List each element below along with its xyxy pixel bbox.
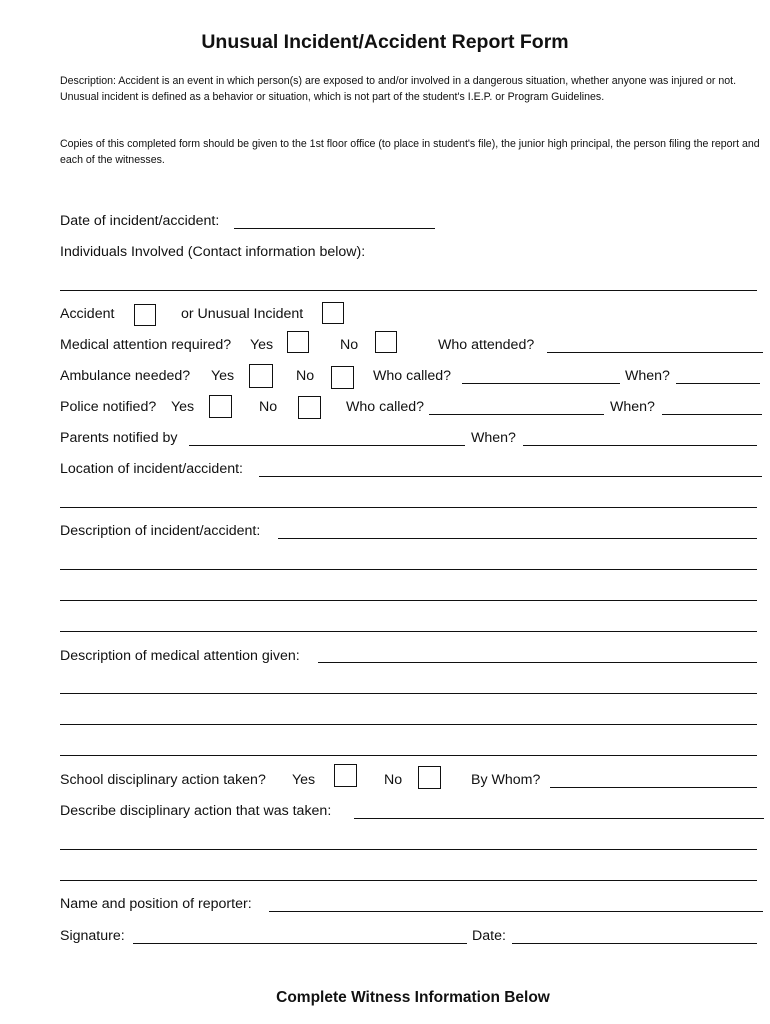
ambulance-label: Ambulance needed? (60, 368, 191, 384)
disciplinary-no-checkbox[interactable] (418, 766, 441, 789)
incident-description-line2[interactable] (60, 569, 757, 570)
police-yes-checkbox[interactable] (209, 395, 232, 418)
parents-when-label: When? (471, 430, 516, 446)
medical-yes-checkbox[interactable] (287, 331, 309, 353)
medical-yes-label: Yes (250, 337, 274, 353)
incident-description-line3[interactable] (60, 600, 757, 601)
who-attended-field[interactable] (547, 352, 763, 353)
copies-note: Copies of this completed form should be given to the 1st floor office (to place in student's file), the junior high principal, the person filing the report and each of the witnesses. (60, 138, 760, 166)
signature-date-field[interactable] (512, 943, 757, 944)
medical-description-label: Description of medical attention given: (60, 648, 300, 664)
parents-label: Parents notified by (60, 430, 178, 446)
date-label: Date of incident/accident: (60, 213, 220, 229)
witness-section-heading: Complete Witness Information Below (276, 989, 550, 1006)
by-whom-label: By Whom? (471, 772, 541, 788)
signature-label: Signature: (60, 928, 125, 944)
form-title: Unusual Incident/Accident Report Form (201, 31, 569, 53)
medical-description-line4[interactable] (60, 755, 757, 756)
police-yes-label: Yes (171, 399, 195, 415)
describe-disciplinary-line3[interactable] (60, 880, 757, 881)
medical-description-line3[interactable] (60, 724, 757, 725)
location-label: Location of incident/accident: (60, 461, 243, 477)
reporter-label: Name and position of reporter: (60, 896, 252, 912)
form-description: Description: Accident is an event in which person(s) are exposed to and/or involved in a dangerous situation, whether anyone was injured or not. Unusual incident is defined as a behavior or situation, which is not part of the student's I.E.P. or Program Guidelines. (60, 75, 737, 103)
describe-disciplinary-field[interactable] (354, 818, 764, 819)
individuals-field[interactable] (60, 290, 757, 291)
police-no-checkbox[interactable] (298, 396, 321, 419)
medical-description-line2[interactable] (60, 693, 757, 694)
ambulance-when-label: When? (625, 368, 670, 384)
signature-date-label: Date: (472, 928, 506, 944)
medical-label: Medical attention required? (60, 337, 232, 353)
ambulance-when-field[interactable] (676, 383, 760, 384)
location-field[interactable] (259, 476, 762, 477)
parents-when-field[interactable] (523, 445, 757, 446)
ambulance-no-checkbox[interactable] (331, 366, 354, 389)
medical-description-field[interactable] (318, 662, 757, 663)
police-when-field[interactable] (662, 414, 762, 415)
individuals-label: Individuals Involved (Contact information below): (60, 244, 366, 260)
police-no-label: No (259, 399, 278, 415)
medical-no-checkbox[interactable] (375, 331, 397, 353)
incident-description-line4[interactable] (60, 631, 757, 632)
disciplinary-yes-checkbox[interactable] (334, 764, 357, 787)
medical-no-label: No (340, 337, 359, 353)
parents-notified-field[interactable] (189, 445, 465, 446)
ambulance-yes-label: Yes (211, 368, 235, 384)
location-field-line2[interactable] (60, 507, 757, 508)
incident-description-field[interactable] (278, 538, 757, 539)
signature-field[interactable] (133, 943, 467, 944)
incident-description-label: Description of incident/accident: (60, 523, 261, 539)
police-when-label: When? (610, 399, 655, 415)
accident-checkbox[interactable] (134, 304, 156, 326)
accident-label: Accident (60, 306, 115, 322)
unusual-incident-label: or Unusual Incident (181, 306, 304, 322)
police-label: Police notified? (60, 399, 157, 415)
police-who-called-field[interactable] (429, 414, 604, 415)
describe-disciplinary-line2[interactable] (60, 849, 757, 850)
who-attended-label: Who attended? (438, 337, 535, 353)
disciplinary-yes-label: Yes (292, 772, 316, 788)
ambulance-no-label: No (296, 368, 315, 384)
ambulance-who-called-label: Who called? (373, 368, 452, 384)
disciplinary-label: School disciplinary action taken? (60, 772, 266, 788)
by-whom-field[interactable] (550, 787, 757, 788)
date-field[interactable] (234, 228, 435, 229)
police-who-called-label: Who called? (346, 399, 425, 415)
reporter-field[interactable] (269, 911, 763, 912)
ambulance-who-called-field[interactable] (462, 383, 620, 384)
describe-disciplinary-label: Describe disciplinary action that was taken: (60, 803, 332, 819)
unusual-incident-checkbox[interactable] (322, 302, 344, 324)
ambulance-yes-checkbox[interactable] (249, 364, 273, 388)
disciplinary-no-label: No (384, 772, 403, 788)
